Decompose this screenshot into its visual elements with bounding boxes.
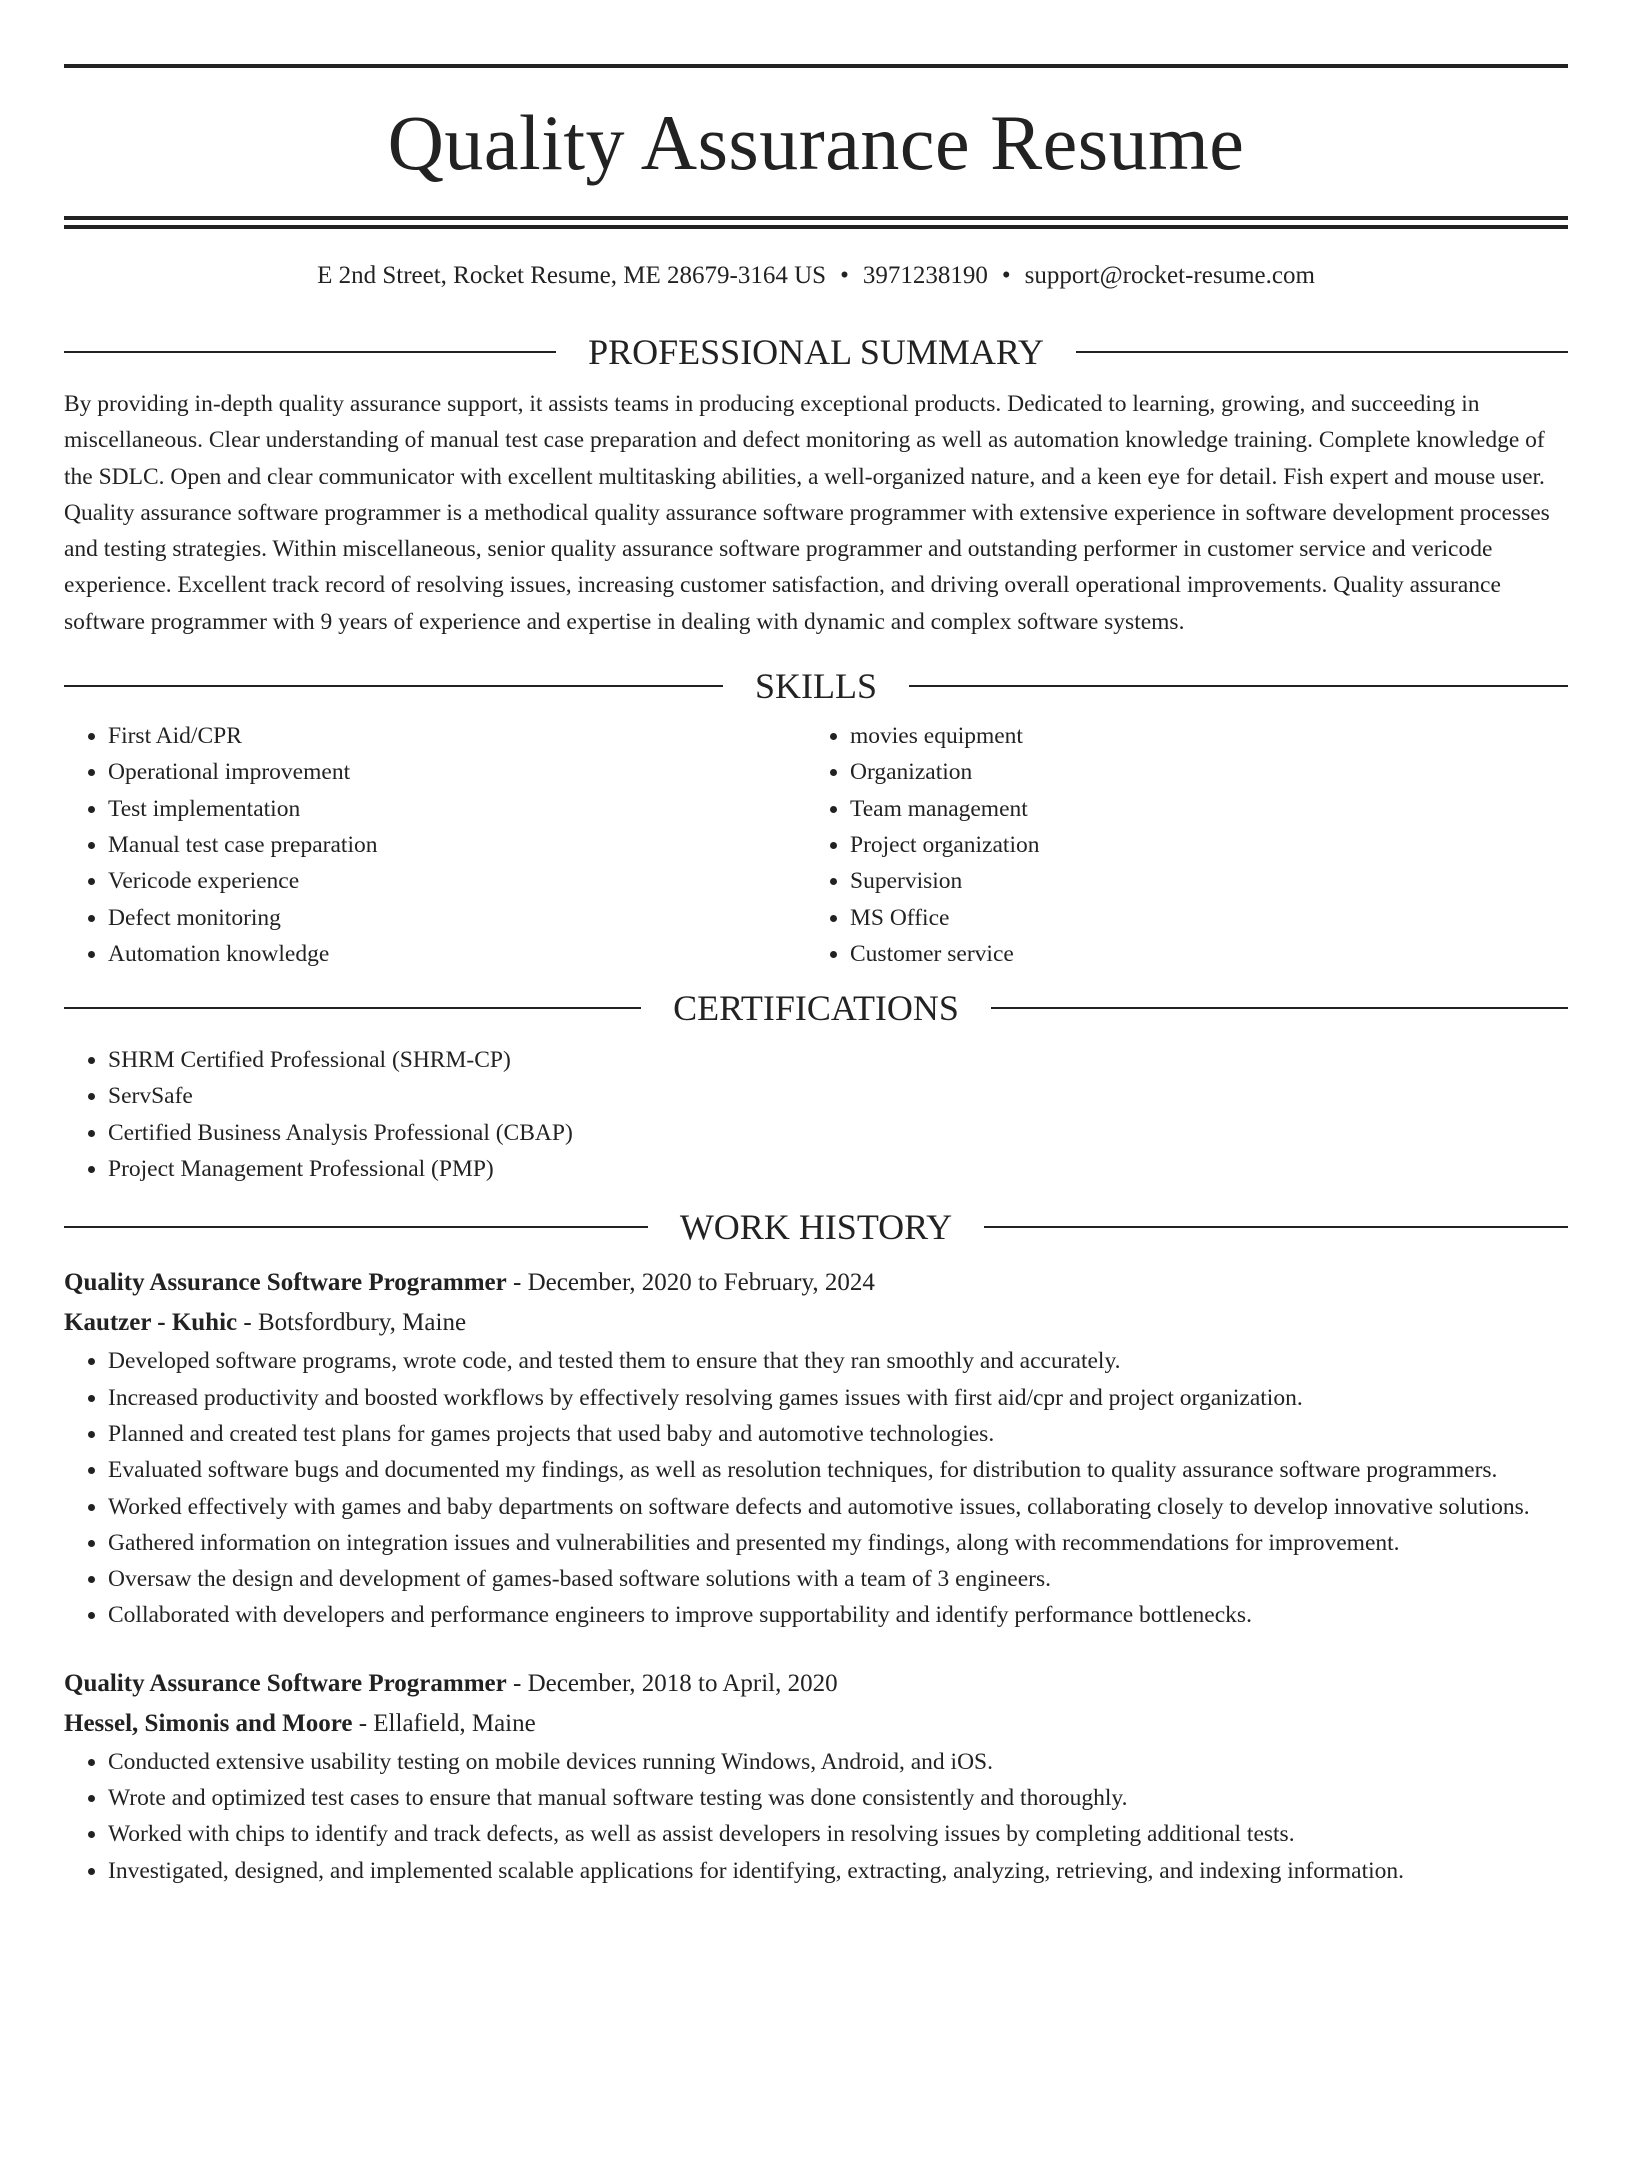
job-bullet: • Oversaw the design and development of games-based software solutions with a team of 3 engineers.	[108, 1561, 1568, 1597]
job-title-line: Quality Assurance Software Programmer - December, 2018 to April, 2020	[64, 1669, 838, 1697]
skill-item: • First Aid/CPR	[108, 718, 806, 754]
skill-item: • Supervision	[850, 863, 1548, 899]
summary-text: By providing in-depth quality assurance support, it assists teams in producing exceptional products. Dedicated to learning, growing, and succeeding in miscellaneous. Clear understanding of manual test case preparation and defect monitoring as well as automation knowledge training. Complete knowledge of the SDLC. Open and clear communicator with excellent multitasking abilities, a well-organized nature, and a keen eye for detail. Fish expert and mouse user. Quality assurance software programmer is a methodical quality assurance software programmer with extensive experience in software development processes and testing strategies. Within miscellaneous, senior quality assurance software programmer and outstanding performer in customer service and vericode experience. Excellent track record of resolving issues, increasing customer satisfaction, and driving overall operational improvements. Quality assurance software programmer with 9 years of experience and expertise in dealing with dynamic and complex software systems.	[64, 391, 1550, 635]
job-company: Hessel, Simonis and Moore	[64, 1709, 353, 1737]
resume-page	[0, 64, 1632, 2176]
certification-item: • SHRM Certified Professional (SHRM-CP)	[108, 1042, 1568, 1078]
certifications-list	[64, 1042, 1568, 1187]
job-bullet: • Increased productivity and boosted workflows by effectively resolving games issues with first aid/cpr and project organization.	[108, 1380, 1568, 1416]
skill-item: • Project organization	[850, 827, 1548, 863]
section-heading-summary	[64, 334, 1568, 370]
title-double-rule	[64, 216, 1568, 229]
certification-item: • Project Management Professional (PMP)	[108, 1151, 1568, 1187]
resume-title: Quality Assurance Resume	[387, 99, 1245, 186]
heading-rule-left	[64, 1007, 641, 1009]
skill-item: • Team management	[850, 791, 1548, 827]
heading-rule-right	[1076, 351, 1568, 353]
skill-item: • Operational improvement	[108, 754, 806, 790]
section-heading-work-history	[64, 1207, 1568, 1248]
skills-grid	[64, 718, 1568, 972]
skill-item: • Test implementation	[108, 791, 806, 827]
certification-item: • Certified Business Analysis Professional (CBAP)	[108, 1115, 1568, 1151]
skill-item: • Customer service	[850, 936, 1548, 972]
job-bullet: • Evaluated software bugs and documented my findings, as well as resolution techniques, for distribution to quality assurance software programmers.	[108, 1452, 1568, 1488]
heading-rule-left	[64, 1226, 648, 1228]
skill-item: • Organization	[850, 754, 1548, 790]
contact-separator: •	[840, 262, 849, 289]
job-entry	[64, 1664, 1568, 1889]
job-entry	[64, 1263, 1568, 1633]
skill-item: • Vericode experience	[108, 863, 806, 899]
contact-address: E 2nd Street, Rocket Resume, ME 28679-3164 US	[317, 262, 827, 289]
job-dates: December, 2018 to April, 2020	[527, 1669, 838, 1697]
contact-email: support@rocket-resume.com	[1024, 262, 1315, 289]
section-title-skills: SKILLS	[755, 666, 878, 707]
section-title-work-history: WORK HISTORY	[679, 1207, 953, 1248]
job-dates: December, 2020 to February, 2024	[527, 1269, 875, 1297]
section-title-summary: PROFESSIONAL SUMMARY	[588, 332, 1044, 372]
skills-column-right	[806, 718, 1548, 972]
job-company-line: Kautzer - Kuhic - Botsfordbury, Maine	[64, 1309, 467, 1337]
section-title-certifications: CERTIFICATIONS	[673, 988, 959, 1029]
job-bullet: • Wrote and optimized test cases to ensure that manual software testing was done consistently and thoroughly.	[108, 1780, 1568, 1816]
heading-rule-right	[909, 685, 1568, 687]
job-bullets	[64, 1744, 1568, 1889]
skill-item: • Defect monitoring	[108, 900, 806, 936]
job-company: Kautzer - Kuhic	[64, 1309, 238, 1337]
skill-item: • movies equipment	[850, 718, 1548, 754]
job-bullet: • Investigated, designed, and implemented scalable applications for identifying, extracting, analyzing, retrieving, and indexing information.	[108, 1853, 1568, 1889]
job-bullet: • Worked effectively with games and baby departments on software defects and automotive issues, collaborating closely to develop innovative solutions.	[108, 1489, 1568, 1525]
job-title: Quality Assurance Software Programmer	[64, 1269, 507, 1297]
job-title-line: Quality Assurance Software Programmer - December, 2020 to February, 2024	[64, 1269, 875, 1297]
job-company-line: Hessel, Simonis and Moore - Ellafield, Maine	[64, 1709, 536, 1737]
job-bullet: • Gathered information on integration issues and vulnerabilities and presented my findings, along with recommendations for improvement.	[108, 1525, 1568, 1561]
heading-rule-left	[64, 351, 556, 353]
contact-line	[64, 263, 1568, 288]
job-title: Quality Assurance Software Programmer	[64, 1669, 507, 1697]
contact-separator: •	[1001, 262, 1011, 289]
heading-rule-right	[984, 1226, 1568, 1228]
job-bullet: • Conducted extensive usability testing on mobile devices running Windows, Android, and iOS.	[108, 1744, 1568, 1780]
certification-item: • ServSafe	[108, 1078, 1568, 1114]
job-bullet: • Developed software programs, wrote code, and tested them to ensure that they ran smoothly and accurately.	[108, 1343, 1568, 1379]
skills-column-left	[64, 718, 806, 972]
job-location: Ellafield, Maine	[373, 1709, 536, 1737]
job-bullet: • Worked with chips to identify and track defects, as well as assist developers in resolving issues by completing additional tests.	[108, 1816, 1568, 1852]
skill-item: • Automation knowledge	[108, 936, 806, 972]
job-bullets	[64, 1343, 1568, 1633]
job-location: Botsfordbury, Maine	[257, 1309, 467, 1337]
contact-phone: 3971238190	[862, 262, 988, 289]
heading-rule-left	[64, 685, 723, 687]
top-rule	[64, 64, 1568, 68]
job-bullet: • Planned and created test plans for games projects that used baby and automotive technologies.	[108, 1416, 1568, 1452]
job-bullet: • Collaborated with developers and performance engineers to improve supportability and identify performance bottlenecks.	[108, 1597, 1568, 1633]
skill-item: • MS Office	[850, 900, 1548, 936]
skill-item: • Manual test case preparation	[108, 827, 806, 863]
heading-rule-right	[991, 1007, 1568, 1009]
section-heading-certifications	[64, 988, 1568, 1029]
section-heading-skills	[64, 666, 1568, 707]
